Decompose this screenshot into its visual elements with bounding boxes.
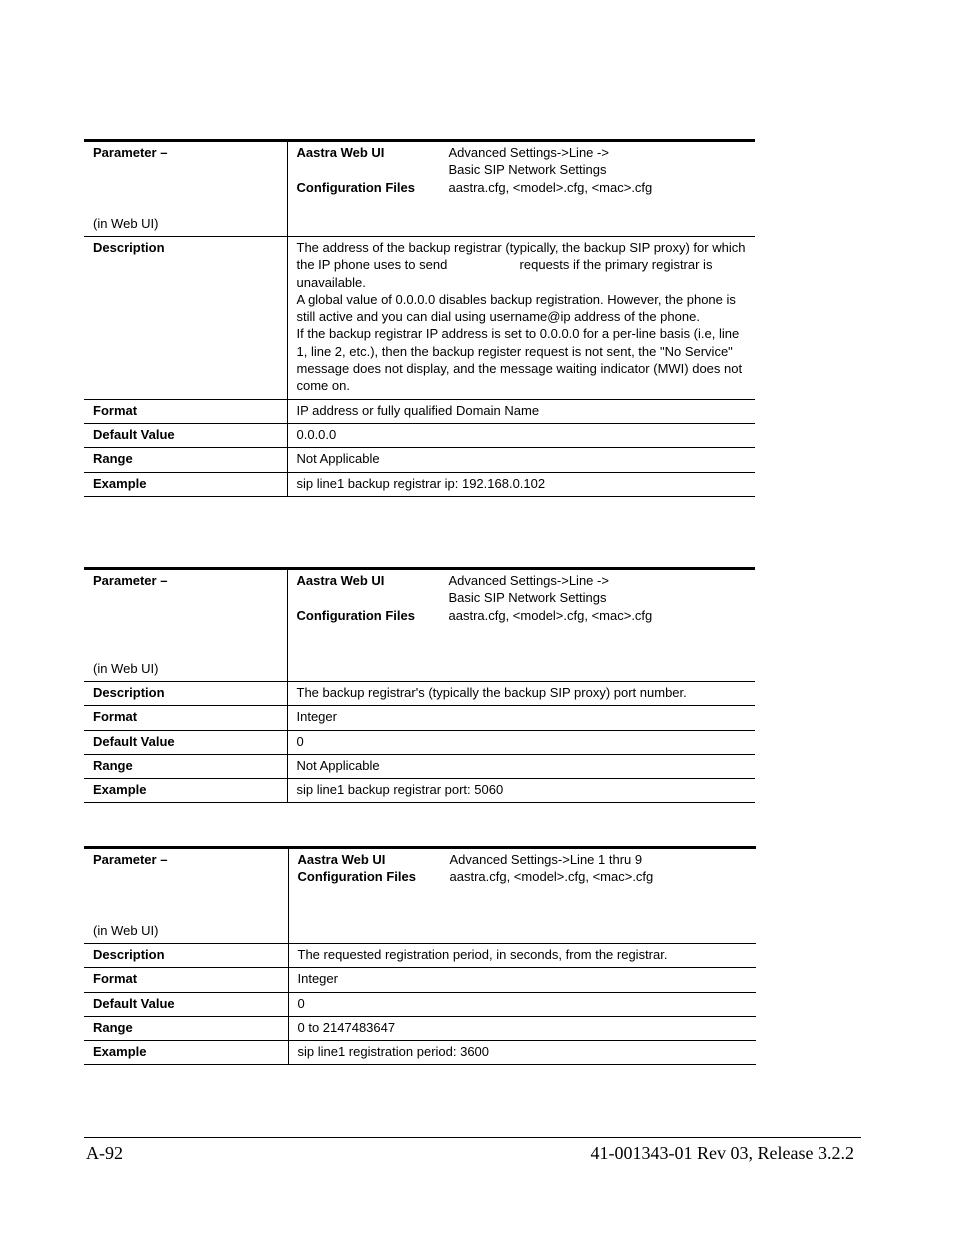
description-paragraph: A global value of 0.0.0.0 disables backup registration. However, the phone is still active and you can dial using username@ip address of the phone. [296,291,736,325]
location-cell [287,141,755,237]
description-paragraph: The address of the backup registrar (typically, the backup SIP proxy) for which the IP phone uses to send requests if the primary registrar is unavailable. [296,240,750,290]
format-row [84,399,755,423]
row-value: 0 [288,992,756,1016]
row-label: Example [84,1041,288,1065]
description-label: Description [84,682,287,706]
description-paragraph: The backup registrar's (typically the backup SIP proxy) port number. [296,685,687,700]
web-ui-value: Advanced Settings->Line 1 thru 9 [449,852,643,867]
description-value [288,944,756,968]
parameter-row [84,141,755,237]
row-value: IP address or fully qualified Domain Name [287,399,755,423]
row-value: sip line1 registration period: 3600 [288,1041,756,1065]
web-ui-value: Advanced Settings->Line -> [448,145,609,160]
default-value-row [84,423,755,447]
row-label: Range [84,448,287,472]
description-value [287,682,755,706]
config-files-key: Configuration Files [296,179,415,195]
web-ui-value: Advanced Settings->Line -> [448,573,609,588]
row-value: sip line1 backup registrar port: 5060 [287,779,755,803]
web-ui-key: Aastra Web UI [296,573,385,588]
row-label: Format [84,706,287,730]
parameter-cell [84,848,288,944]
location-cell [288,848,756,944]
example-row [84,779,755,803]
location-cell [287,569,755,682]
parameter-label: Parameter – [93,852,168,867]
parameter-table-backup-registrar-port [84,567,755,803]
row-label: Format [84,968,288,992]
web-ui-key: Aastra Web UI [296,145,385,160]
web-ui-value-cont: Basic SIP Network Settings [448,162,607,178]
description-row [84,237,755,400]
in-web-ui-label: (in Web UI) [93,215,159,231]
description-label: Description [84,237,287,400]
range-row [84,754,755,778]
page-number: A-92 [86,1143,123,1163]
default-value-row [84,730,755,754]
parameter-row [84,848,756,944]
parameter-row [84,569,755,682]
row-label: Range [84,754,287,778]
range-row [84,1016,756,1040]
parameter-table-registration-period [84,846,756,1065]
config-files-value: aastra.cfg, <model>.cfg, <mac>.cfg [448,607,653,623]
web-ui-key: Aastra Web UI [297,852,386,867]
example-row [84,1041,756,1065]
parameter-table-backup-registrar-ip [84,139,755,497]
row-value: 0.0.0.0 [287,423,755,447]
web-ui-value-cont: Basic SIP Network Settings [448,590,607,606]
description-row [84,944,756,968]
parameter-label: Parameter – [93,145,168,160]
example-row [84,472,755,496]
parameter-cell [84,569,287,682]
format-row [84,968,756,992]
row-label: Example [84,779,287,803]
row-value: sip line1 backup registrar ip: 192.168.0.102 [287,472,755,496]
description-paragraph: The requested registration period, in seconds, from the registrar. [297,947,668,962]
description-value [287,237,755,400]
parameter-cell [84,141,287,237]
row-label: Range [84,1016,288,1040]
document-id: 41-001343-01 Rev 03, Release 3.2.2 [590,1143,854,1163]
row-label: Default Value [84,423,287,447]
description-row [84,682,755,706]
description-label: Description [84,944,288,968]
in-web-ui-label: (in Web UI) [93,922,159,938]
config-files-key: Configuration Files [297,869,416,885]
row-value: Integer [287,706,755,730]
config-files-value: aastra.cfg, <model>.cfg, <mac>.cfg [449,869,654,885]
row-label: Example [84,472,287,496]
row-value: 0 to 2147483647 [288,1016,756,1040]
in-web-ui-label: (in Web UI) [93,660,159,676]
row-value: 0 [287,730,755,754]
default-value-row [84,992,756,1016]
row-label: Default Value [84,730,287,754]
row-value: Not Applicable [287,754,755,778]
config-files-value: aastra.cfg, <model>.cfg, <mac>.cfg [448,179,653,195]
row-value: Integer [288,968,756,992]
description-paragraph: If the backup registrar IP address is set to 0.0.0.0 for a per-line basis (i.e, line 1, line 2, etc.), then the backup register request is not sent, the "No Service" message does not display, and the message waiting indicator (MWI) does not come on. [296,326,743,394]
range-row [84,448,755,472]
row-value: Not Applicable [287,448,755,472]
parameter-label: Parameter – [93,573,168,588]
format-row [84,706,755,730]
footer-divider [84,1137,861,1138]
row-label: Default Value [84,992,288,1016]
config-files-key: Configuration Files [296,607,415,623]
row-label: Format [84,399,287,423]
